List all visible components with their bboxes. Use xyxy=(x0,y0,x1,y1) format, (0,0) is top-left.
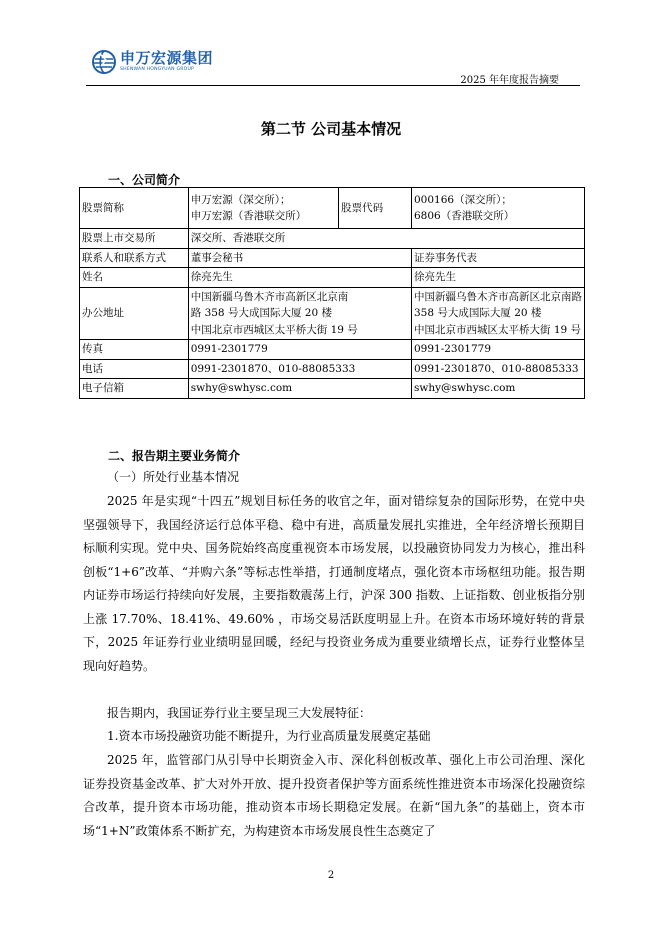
cell-address xyxy=(188,287,411,340)
stock-name-line: 申万宏源（深交所）； xyxy=(190,193,291,206)
cell-stock-code xyxy=(411,188,584,229)
cell-value: 徐亮先生 xyxy=(411,268,584,288)
company-logo xyxy=(92,50,213,74)
business-heading: 二、报告期主要业务简介 xyxy=(108,449,241,463)
table-row xyxy=(80,268,585,288)
cell-label: 股票代码 xyxy=(339,188,412,229)
address-line: 路 358 号大成国际大厦 20 楼 xyxy=(190,307,332,319)
address-line: 中国新疆乌鲁木齐市高新区北京南路 xyxy=(413,290,582,303)
cell-label: 办公地址 xyxy=(80,287,189,340)
cell-label: 股票简称 xyxy=(80,188,189,229)
paragraph xyxy=(83,725,585,749)
cell-value: 0991-2301779 xyxy=(188,340,411,360)
cell-value: 0991-2301870、010-88085333 xyxy=(188,359,411,379)
table-row xyxy=(80,229,585,249)
stock-code-line: 6806（香港联交所） xyxy=(413,210,515,222)
cell-email: swhy@swhysc.com xyxy=(188,379,411,399)
address-line: 中国新疆乌鲁木齐市高新区北京南 xyxy=(190,290,349,303)
cell-value: 0991-2301870、010-88085333 xyxy=(411,359,584,379)
paragraph-text: 2025 年，监管部门从引导中长期资金入市、深化科创板改革、强化上市公司治理、深化证券投资基金改革、扩大对外开放、提升投资者保护等方面系统性推进资本市场深化投融资综合改革，提升资本市场功能，推动资本市场长期稳定发展。在新“国九条”的基础上，资本市场“1+N”政策体系不断扩充，为构建资本市场发展良性生态奠定了 xyxy=(83,753,585,838)
address-line: 中国北京市西城区太平桥大街 19 号 xyxy=(190,323,358,336)
paragraph xyxy=(83,749,585,843)
report-title: 2025 年年度报告摘要 xyxy=(460,75,559,86)
cell-label: 电子信箱 xyxy=(80,379,189,399)
table-row xyxy=(80,188,585,229)
paragraph-text: 1.资本市场投融资功能不断提升，为行业高质量发展奠定基础 xyxy=(107,729,431,743)
paragraph xyxy=(83,490,585,678)
cell-stock-name xyxy=(188,188,338,229)
cell-value: 董事会秘书 xyxy=(188,248,411,268)
table-row xyxy=(80,340,585,360)
cell-address xyxy=(411,287,584,340)
stock-code-line: 000166（深交所）； xyxy=(413,193,512,206)
address-line: 358 号大成国际大厦 20 楼 xyxy=(413,307,542,319)
subheading-text: （一）所处行业基本情况 xyxy=(107,470,240,484)
table-row xyxy=(80,287,585,340)
cell-label: 传真 xyxy=(80,340,189,360)
stock-name-line: 申万宏源（香港联交所） xyxy=(190,210,307,222)
globe-logo-icon xyxy=(92,50,116,74)
section-title: 第二节 公司基本情况 xyxy=(260,120,402,138)
paragraph xyxy=(83,702,585,726)
table-row xyxy=(80,379,585,399)
company-profile-heading: 一、公司简介 xyxy=(108,173,181,187)
cell-label: 股票上市交易所 xyxy=(80,229,189,249)
company-info-table xyxy=(79,187,585,399)
table-row xyxy=(80,359,585,379)
address-line: 中国北京市西城区太平桥大街 19 号 xyxy=(413,323,582,336)
cell-value: 0991-2301779 xyxy=(411,340,584,360)
cell-value: 证券事务代表 xyxy=(411,248,584,268)
cell-value: 深交所、香港联交所 xyxy=(188,229,584,249)
table-row xyxy=(80,248,585,268)
cell-label: 电话 xyxy=(80,359,189,379)
cell-email: swhy@swhysc.com xyxy=(411,379,584,399)
header-divider xyxy=(86,85,580,86)
paragraph-text: 报告期内，我国证券行业主要呈现三大发展特征： xyxy=(107,706,372,720)
logo-chinese-name: 申万宏源集团 xyxy=(120,49,214,68)
page-number: 2 xyxy=(327,870,335,881)
cell-value: 徐亮先生 xyxy=(188,268,411,288)
cell-label: 姓名 xyxy=(80,268,189,288)
cell-label: 联系人和联系方式 xyxy=(80,248,189,268)
paragraph-text: 2025 年是实现“十四五”规划目标任务的收官之年，面对错综复杂的国际形势，在党中央坚强领导下，我国经济运行总体平稳、稳中有进，高质量发展扎实推进，全年经济增长预期目标顺利实现。党中央、国务院始终高度重视资本市场发展，以投融资协同发力为核心，推出科创板“1+6”改革、“并购六条”等标志性举措，打通制度堵点，强化资本市场枢纽功能。报告期内证券市场运行持续向好发展，主要指数震荡上行，沪深 300 指数、上证指数、创业板指分别上涨 17.70%、18.41%、49.60% ，市场交易活跃度明显上升。在资本市场环境好转的背景下，2025 年证券行业业绩明显回暖，经纪与投资业务成为重要业绩增长点，证券行业整体呈现向好趋势。 xyxy=(83,494,585,673)
industry-subheading xyxy=(83,466,585,490)
logo-english-name: SHENWAN HONGYUAN GROUP xyxy=(120,67,194,73)
